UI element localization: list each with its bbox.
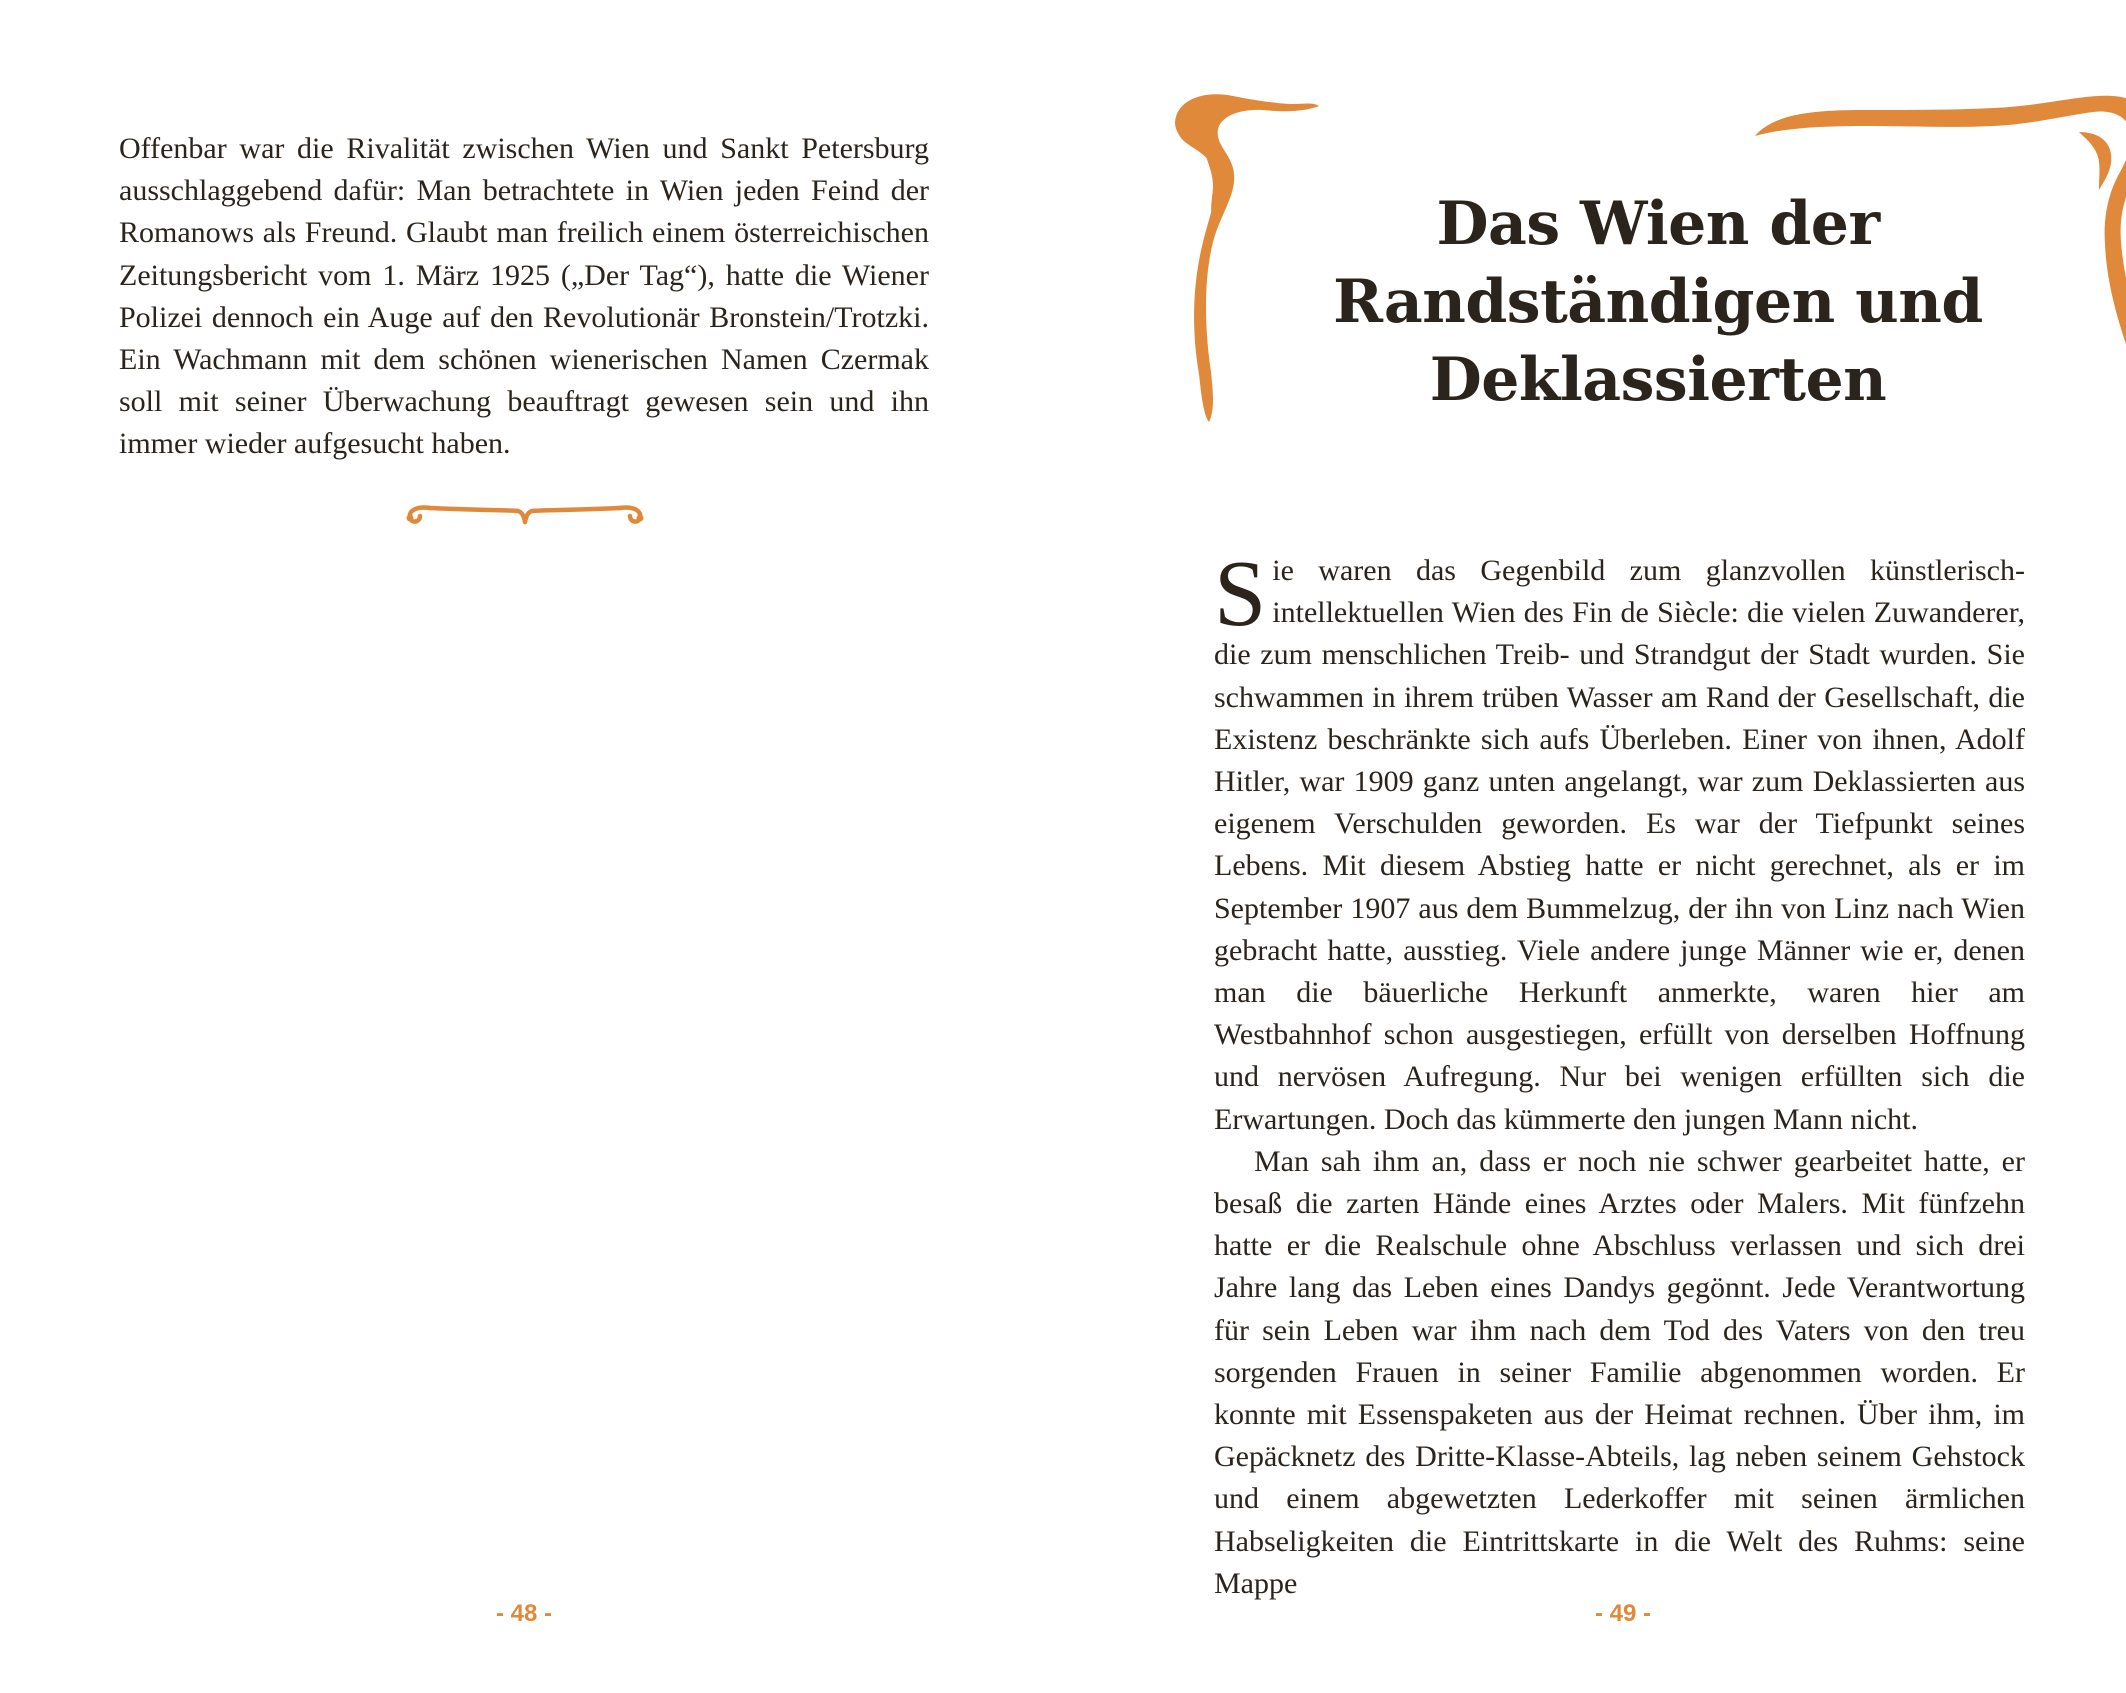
chapter-title-line-1: Das Wien der	[1436, 189, 1880, 259]
first-paragraph	[1214, 542, 2025, 1141]
page-number-left: - 48 -	[495, 1600, 552, 1627]
chapter-title	[1183, 185, 2126, 419]
drop-cap: S	[1214, 542, 1267, 646]
left-page-body	[119, 128, 929, 466]
chapter-title-line-2: Randständigen und	[1333, 267, 1983, 337]
second-paragraph: Man sah ihm an, dass er noch nie schwer gearbeitet hatte, er besaß die zarten Hände eines Arztes oder Malers. Mit fünfzehn hatte er die Realschule ohne Abschluss verlassen und sich drei Jahre lang das Leben eines Dandys gegönnt. Jede Verantwortung für sein Leben war ihm nach dem Tod des Vaters von den treu sorgenden Frauen in seiner Familie abgenommen worden. Er konnte mit Essenspaketen aus der Heimat rechnen. Über ihm, im Gepäcknetz des Dritte-Klasse-Abteils, lag neben seinem Gehstock und einem abgewetzten Lederkoffer mit seinen ärmlichen Habseligkeiten die Eintrittskarte in die Welt des Ruhms: seine Mappe	[1214, 1144, 2025, 1600]
chapter-title-line-3: Deklassierten	[1429, 345, 1887, 415]
divider-ornament-icon	[400, 498, 650, 532]
page-number-right: - 49 -	[1594, 1600, 1651, 1627]
left-page-paragraph: Offenbar war die Rivalität zwischen Wien und Sankt Petersburg ausschlaggebend dafür: Man betrachtete in Wien jeden Feind der Romanows als Freund. Glaubt man freilich einem österreichischen Zeitungsbericht vom 1. März 1925 („Der Tag“), hatte die Wiener Polizei dennoch ein Auge auf den Revolutionär Bronstein/Trotzki. Ein Wachmann mit dem schönen wienerischen Namen Czermak soll mit seiner Überwachung beauftragt gewesen sein und ihn immer wieder aufgesucht haben.	[119, 132, 929, 461]
first-paragraph-text: ie waren das Gegenbild zum glanzvollen künstlerisch-intellektuellen Wien des Fin de Siècle: die vielen Zuwanderer, die zum menschlichen Treib- und Strandgut der Stadt wurden. Sie schwammen in ihrem trüben Wasser am Rand der Gesellschaft, die Existenz beschränkte sich aufs Überleben. Einer von ihnen, Adolf Hitler, war 1909 ganz unten angelangt, war zum Deklassierten aus eigenem Verschulden geworden. Es war der Tiefpunkt seines Lebens. Mit diesem Abstieg hatte er nicht gerechnet, als er im September 1907 aus dem Bummelzug, der ihn von Linz nach Wien gebracht hatte, ausstieg. Viele andere junge Männer wie er, denen man die bäuerliche Herkunft anmerkte, waren hier am Westbahnhof schon ausgestiegen, erfüllt von derselben Hoffnung und nervösen Aufregung. Nur bei wenigen erfüllten sich die Erwartungen. Doch das kümmerte den jungen Mann nicht.	[1214, 554, 2025, 1136]
right-page-body	[1214, 542, 2025, 1605]
right-page	[1063, 0, 2126, 1693]
